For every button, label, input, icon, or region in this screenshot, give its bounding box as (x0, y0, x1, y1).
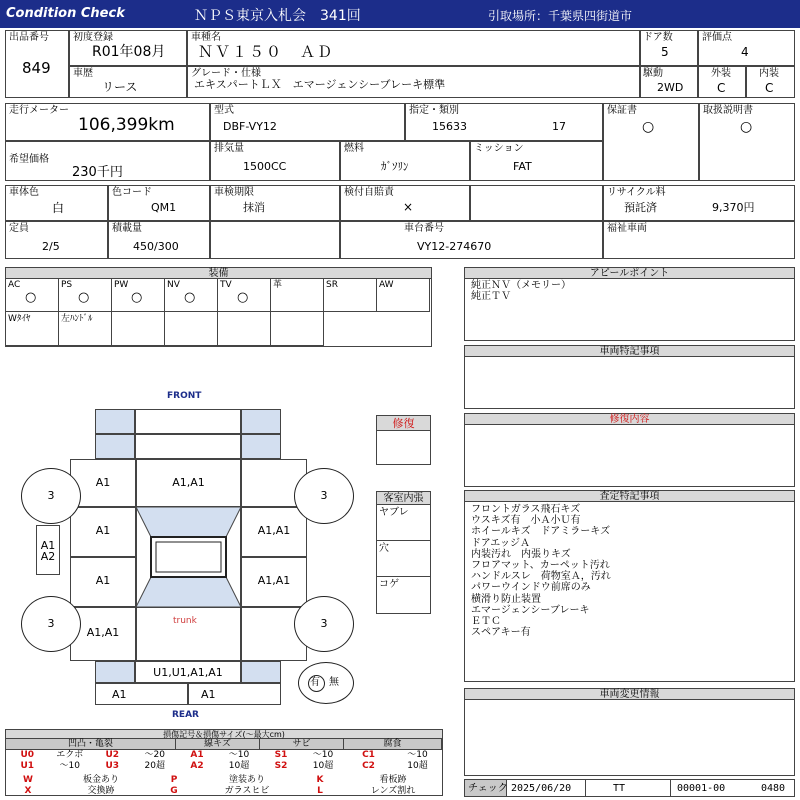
rear-lamp-left (95, 661, 135, 683)
first-reg-cell (69, 30, 187, 66)
model-label: 車種名 (191, 32, 221, 43)
rear-fender-left-text: A1,A1 (86, 626, 120, 639)
tire-front-left (21, 468, 81, 524)
color-value: 白 (52, 201, 65, 215)
inspection-notes-text: フロントガラス飛石キズ ウスキズ有 小Ａ小Ｕ有 ホイールキズ ドアミラーキズ ドアエッジＡ 内装汚れ 内張りキズ フロアマット、カーペット汚れ ハンドルスレ 荷物室Ａ，汚れ パワーウインドウ前席のみ 横滑り防止装置 エマージェンシーブレーキ ＥＴＣ スペアキー有 (471, 504, 611, 639)
inspection-cell (210, 185, 340, 221)
legend-code: G (170, 786, 178, 796)
equipment-value: ○ (78, 290, 90, 305)
footer-divider-2 (670, 780, 671, 796)
equipment-label: AW (379, 280, 394, 290)
panel-rear-door-left (70, 557, 136, 607)
legend-desc: 〜20 (144, 750, 165, 760)
color-label: 車体色 (9, 187, 39, 198)
legend-code: S2 (274, 761, 288, 771)
equipment-label: TV (220, 280, 232, 290)
front-label: FRONT (167, 391, 202, 401)
equipment-label: SR (326, 280, 338, 290)
cabin-tear-label: ヤブレ (379, 507, 409, 518)
legend-desc: 交換跡 (87, 786, 115, 796)
legend-desc: 20超 (144, 761, 165, 771)
odometer-value: 106,399km (78, 115, 175, 135)
spare-tire (298, 662, 354, 704)
legend-desc: 〜10 (59, 761, 80, 771)
drive-label: 駆動 (643, 68, 663, 79)
score-cell (698, 30, 795, 66)
equipment-cell (58, 278, 112, 312)
rear-gate-text: U1,U1,A1,A1 (153, 666, 223, 679)
recycle-cell (603, 185, 795, 221)
panel-hood (136, 459, 241, 507)
legend-desc: レンズ割れ (370, 786, 416, 796)
capacity-value: 2/5 (42, 240, 60, 253)
interior-cell (746, 66, 795, 98)
rear-bumper-right-text: A1 (201, 688, 216, 701)
front-bumper-right (241, 409, 281, 434)
auction-title: ＮＰＳ東京入札会 341回 (194, 8, 361, 24)
legend-code: P (170, 775, 178, 785)
interior-value: C (765, 81, 774, 95)
recycle-status: 預託済 (624, 201, 657, 214)
drive-cell (640, 66, 698, 98)
pickup-location: 引取場所：千葉県四街道市 (488, 9, 633, 23)
legend-code: S1 (274, 750, 288, 760)
rear-lamp-right (241, 661, 281, 683)
footer-code-2: 0480 (761, 783, 786, 794)
front-door-left-text: A1 (95, 524, 111, 537)
liability-label: 検付自賠責 (344, 187, 394, 198)
warranty-cell (603, 103, 699, 181)
mission-label: ミッション (474, 143, 524, 154)
desired-price-cell (5, 141, 210, 181)
rear-door-right-text: A1,A1 (257, 574, 291, 587)
blank-cell-2 (210, 221, 340, 259)
legend-code: A2 (190, 761, 204, 771)
score-value: 4 (741, 45, 749, 59)
inspection-value: 抹消 (243, 201, 265, 214)
appeal-panel (464, 267, 795, 341)
legend-desc: 10超 (312, 761, 334, 771)
cert-label: 指定・類別 (409, 105, 459, 116)
manual-cell (699, 103, 795, 181)
check-label-cell (465, 780, 507, 796)
exterior-cell (698, 66, 746, 98)
legend-desc: 看板跡 (379, 775, 407, 785)
appeal-text: 純正ＮＶ（メモリー） 純正ＴＶ (471, 280, 571, 303)
changes-panel (464, 688, 795, 776)
inspector-code: TT (613, 783, 626, 794)
check-label: チェック (468, 783, 508, 794)
desired-price-value: 230千円 (72, 165, 123, 180)
interior-label: 内装 (759, 68, 779, 79)
cabin-item-burn (377, 577, 430, 613)
rear-gate (135, 661, 241, 683)
displacement-cell (210, 141, 340, 181)
legend-desc: 10超 (228, 761, 250, 771)
lot-label: 出品番号 (9, 32, 49, 43)
legend-group-header: 線キズ (176, 739, 260, 750)
history-value: リース (102, 80, 138, 94)
equipment-cell (217, 278, 271, 312)
welfare-label: 福祉車両 (607, 223, 647, 234)
equipment-option-cell (270, 311, 324, 346)
changes-title: 車両変更情報 (465, 689, 794, 700)
rear-label: REAR (172, 710, 199, 720)
model-value: ＮＶ１５０ ＡＤ (198, 43, 335, 61)
spare-yes-text: 有 (310, 677, 320, 688)
rear-bumper-left-text: A1 (112, 688, 127, 701)
panel-rear-fender-left (70, 607, 136, 661)
legend-group-header: 腐食 (344, 739, 442, 750)
equipment-label: 革 (273, 280, 283, 290)
repair-label: 修復 (377, 416, 430, 431)
front-fender-left-text: A1 (95, 476, 111, 489)
appeal-title: アピールポイント (465, 268, 794, 279)
history-label: 車歴 (73, 68, 93, 79)
warranty-value: ○ (642, 119, 655, 135)
lot-number: 849 (22, 59, 51, 77)
spare-no-text: 無 (329, 677, 339, 688)
equipment-cell (111, 278, 165, 312)
special-notes-title: 車両特記事項 (465, 346, 794, 357)
legend-group-header: 凹凸・亀裂 (6, 739, 176, 750)
tire-rr-text: 3 (320, 617, 328, 630)
grade-cell (187, 66, 640, 98)
displacement-value: 1500CC (243, 160, 287, 173)
header-bar (0, 0, 800, 28)
tire-rl-text: 3 (47, 617, 55, 630)
tire-front-right (294, 468, 354, 524)
equipment-option-label: 左ﾊﾝﾄﾞﾙ (61, 314, 93, 324)
repair-box (376, 415, 431, 465)
warranty-label: 保証書 (607, 105, 637, 116)
footer-bar (464, 779, 795, 797)
doors-value: 5 (661, 45, 669, 59)
front-lamp-right (241, 434, 281, 459)
first-reg-value: R01年08月 (92, 44, 166, 60)
inspection-notes-panel (464, 490, 795, 682)
type-cell (210, 103, 405, 141)
equipment-label: NV (167, 280, 180, 290)
recycle-label: リサイクル料 (607, 187, 666, 198)
recycle-fee: 9,370円 (712, 201, 755, 214)
load-label: 積載量 (112, 223, 142, 234)
load-value: 450/300 (133, 240, 179, 253)
equipment-cell (270, 278, 324, 312)
equipment-value: ○ (131, 290, 143, 305)
legend-code: C1 (362, 750, 375, 760)
chassis-cell (340, 221, 603, 259)
odometer-cell (5, 103, 210, 141)
car-diagram (0, 385, 376, 725)
lot-cell (5, 30, 69, 98)
odometer-label: 走行メーター (9, 105, 69, 116)
equipment-cell (323, 278, 377, 312)
front-lamp-left (95, 434, 135, 459)
legend-code: W (23, 775, 33, 785)
equipment-option-cell (5, 311, 59, 346)
mission-cell (470, 141, 603, 181)
panel-side-left (36, 525, 60, 575)
panel-front-door-right (241, 507, 307, 557)
check-date: 2025/06/20 (511, 783, 572, 794)
legend-desc: 塗装あり (228, 775, 265, 785)
legend-desc: 〜10 (407, 750, 428, 760)
equipment-cell (164, 278, 218, 312)
roof-outline (136, 507, 241, 607)
chassis-label: 車台番号 (404, 223, 444, 234)
color-cell (5, 185, 108, 221)
equipment-label: AC (8, 280, 21, 290)
legend-code: L (317, 786, 323, 796)
equipment-option-cell (164, 311, 218, 346)
exterior-label: 外装 (711, 68, 731, 79)
fuel-cell (340, 141, 470, 181)
equipment-option-cell (217, 311, 271, 346)
front-bumper-left (95, 409, 135, 434)
doors-label: ドア数 (643, 32, 673, 43)
load-cell (108, 221, 210, 259)
liability-value: × (403, 200, 414, 214)
chassis-value: VY12-274670 (417, 240, 492, 253)
footer-divider-1 (585, 780, 586, 796)
rear-bumper-left (95, 683, 188, 705)
legend-code: U1 (20, 761, 35, 771)
color-code-cell (108, 185, 210, 221)
panel-trunk (136, 607, 241, 661)
repair-details-title: 修復内容 (465, 414, 794, 425)
equipment-option-cell (111, 311, 165, 346)
tire-fr-text: 3 (320, 489, 328, 502)
legend-code: K (316, 775, 324, 785)
side-left-a-text: A1 (40, 539, 56, 552)
side-left-b-text: A2 (40, 550, 56, 563)
cert-value-2: 17 (552, 120, 566, 133)
equipment-cell (5, 278, 59, 312)
cert-cell (405, 103, 603, 141)
tire-rear-right (294, 596, 354, 652)
displacement-label: 排気量 (214, 143, 244, 154)
tire-rear-left (21, 596, 81, 652)
legend-group-header: サビ (260, 739, 344, 750)
liability-cell (340, 185, 470, 221)
equipment-value: ○ (237, 290, 249, 305)
rear-door-left-text: A1 (95, 574, 111, 587)
footer-code-1: 00001-00 (677, 783, 726, 794)
fuel-label: 燃料 (344, 143, 364, 154)
model-cell (187, 30, 640, 66)
inspection-notes-title: 査定特記事項 (465, 491, 794, 502)
legend-desc: 〜10 (312, 750, 334, 760)
color-code-label: 色コード (112, 187, 152, 198)
front-bumper-center (135, 409, 241, 434)
equipment-label: PW (114, 280, 129, 290)
cabin-panel (376, 491, 431, 614)
equipment-value: ○ (184, 290, 196, 305)
score-label: 評価点 (702, 32, 732, 43)
special-notes-panel (464, 345, 795, 409)
front-door-right-text: A1,A1 (257, 524, 291, 537)
equipment-title: 装備 (6, 268, 431, 279)
cabin-item-tear (377, 505, 430, 541)
hood-text: A1,A1 (172, 476, 205, 489)
condition-check-title: Condition Check (6, 6, 125, 21)
blank-cell-1 (470, 185, 603, 221)
grade-value: エキスパートＬＸ エマージェンシーブレーキ標準 (194, 78, 446, 91)
legend-title: 損傷記号＆損傷サイズ(〜最大cm) (6, 730, 442, 739)
equipment-option-cell (58, 311, 112, 346)
equipment-value: ○ (25, 290, 37, 305)
legend-desc: 〜10 (228, 750, 250, 760)
capacity-label: 定員 (9, 223, 29, 234)
fuel-value: ｶﾞｿﾘﾝ (381, 160, 409, 173)
inspection-label: 車検期限 (214, 187, 254, 198)
repair-details-panel (464, 413, 795, 487)
equipment-option-label: Wﾀｲﾔ (8, 314, 31, 324)
cabin-title: 客室内張 (377, 492, 430, 505)
legend-code: C2 (362, 761, 375, 771)
color-code-value: QM1 (151, 201, 177, 214)
exterior-value: C (717, 81, 726, 95)
trunk-label: trunk (173, 616, 197, 626)
cabin-burn-label: コゲ (379, 579, 399, 590)
desired-price-label: 希望価格 (9, 154, 49, 165)
cert-value-1: 15633 (432, 120, 467, 133)
legend-code: U3 (105, 761, 120, 771)
legend-desc: 10超 (407, 761, 428, 771)
legend-code: U2 (105, 750, 120, 760)
type-label: 型式 (214, 105, 234, 116)
legend-code: U0 (20, 750, 35, 760)
tire-fl-text: 3 (47, 489, 55, 502)
first-reg-label: 初度登録 (73, 32, 113, 43)
rear-bumper-right (188, 683, 281, 705)
equipment-label: PS (61, 280, 73, 290)
history-cell (69, 66, 187, 98)
legend-desc: 板金あり (82, 775, 119, 785)
doors-cell (640, 30, 698, 66)
capacity-cell (5, 221, 108, 259)
cabin-hole-label: 穴 (379, 543, 389, 554)
legend-desc: エクボ (56, 750, 84, 760)
grade-label: グレード・仕様 (191, 68, 261, 79)
legend-desc: ガラスヒビ (224, 786, 270, 796)
welfare-cell (603, 221, 795, 259)
legend-code: X (24, 786, 32, 796)
type-value: DBF-VY12 (223, 120, 277, 133)
panel-rear-door-right (241, 557, 307, 607)
manual-label: 取扱説明書 (703, 105, 753, 116)
legend-code: A1 (190, 750, 204, 760)
front-grille (135, 434, 241, 459)
equipment-cell (376, 278, 430, 312)
cabin-item-hole (377, 541, 430, 577)
mission-value: FAT (513, 160, 532, 173)
manual-value: ○ (740, 119, 753, 135)
panel-front-door-left (70, 507, 136, 557)
drive-value: 2WD (657, 81, 684, 94)
